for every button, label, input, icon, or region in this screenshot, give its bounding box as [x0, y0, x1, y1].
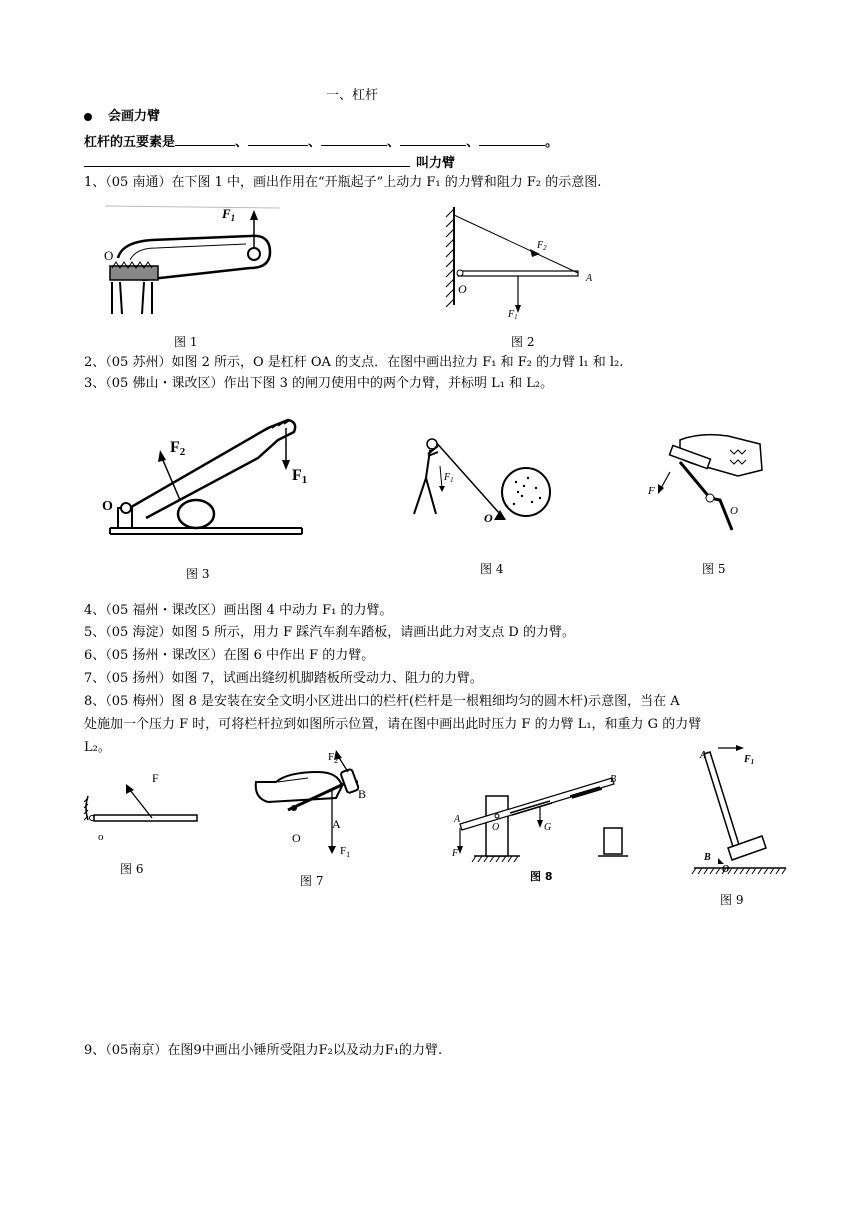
fig8-label-a: A	[454, 814, 461, 825]
question-9: 9、（05南京）在图9中画出小锤所受阻力F₂以及动力F₁的力臂.	[84, 1043, 443, 1058]
bullet-icon	[84, 113, 92, 121]
fig4-label-f1: $F_1$	[444, 472, 454, 484]
question-6: 6、（05 扬州・课改区）在图 6 中作出 F 的力臂。	[84, 648, 375, 663]
figure-5-brake-pedal	[640, 430, 770, 545]
caption-fig-9: 图 9	[720, 893, 744, 907]
caption-fig-8: 图 8	[530, 870, 553, 883]
fig7-label-f1: $F_1$	[340, 845, 351, 859]
figure-1-bottle-opener	[100, 198, 300, 318]
caption-fig-7: 图 7	[300, 874, 324, 888]
fig2-label-f2: $F_2$	[537, 240, 547, 252]
fig2-label-f1: $F_1$	[508, 309, 518, 321]
figure-8-barrier	[450, 770, 630, 866]
caption-fig-3: 图 3	[186, 567, 210, 581]
fig1-label-f1: $F_1$	[222, 206, 236, 223]
caption-fig-5: 图 5	[702, 562, 726, 576]
fig9-label-o: O	[722, 864, 730, 875]
section-heading-text: 会画力臂	[108, 109, 161, 124]
arm-def-suffix: 叫力臂	[416, 156, 456, 171]
fig9-label-b: B	[704, 852, 711, 863]
blank-2[interactable]	[248, 132, 308, 146]
question-8-line-1: 8、（05 梅州）图 8 是安装在安全文明小区进出口的栏杆(栏杆是一根粗细均匀的圆木杆)示意图，当在 A	[84, 694, 680, 709]
question-4: 4、（05 福州・课改区）画出图 4 中动力 F₁ 的力臂。	[84, 603, 393, 618]
question-2: 2、（05 苏州）如图 2 所示，O 是杠杆 OA 的支点．在图中画出拉力 F₁ 和 F₂ 的力臂 l₁ 和 l₂.	[84, 355, 624, 370]
five-elements-line: 杠杆的五要素是 、 、 、 、 。	[84, 132, 558, 151]
fig9-label-f1: $F_1$	[744, 754, 755, 766]
question-8-line-3: L₂。	[84, 740, 111, 755]
figure-2-wall-lever	[438, 205, 608, 325]
figure-6-rod	[82, 766, 207, 846]
figure-7-sewing-pedal	[248, 742, 378, 870]
page-title: 一、杠杆	[326, 88, 379, 103]
figure-9-hammer	[690, 744, 790, 884]
fig8-label-b: B	[610, 774, 617, 785]
question-3: 3、（05 佛山・课改区）作出下图 3 的闸刀使用中的两个力臂，并标明 L₁ 和 L₂。	[84, 376, 554, 391]
blank-3[interactable]	[321, 132, 387, 146]
caption-fig-4: 图 4	[480, 562, 504, 576]
blank-arm-def[interactable]	[84, 153, 410, 167]
fig7-label-b: B	[358, 787, 367, 801]
blank-4[interactable]	[400, 132, 466, 146]
fig5-label-f: F	[648, 485, 655, 497]
fig9-label-a: A	[700, 750, 707, 761]
fig3-label-f1: F1	[292, 467, 308, 486]
caption-fig-2: 图 2	[511, 335, 535, 349]
caption-fig-1: 图 1	[174, 335, 198, 349]
section-heading	[84, 109, 160, 125]
fig6-label-o: o	[98, 831, 104, 843]
blank-5[interactable]	[479, 132, 545, 146]
question-8-line-2: 处施加一个压力 F 时，可将栏杆拉到如图所示位置，请在图中画出此时压力 F 的力臂 L₁，和重力 G 的力臂	[84, 717, 702, 732]
fig7-label-f2: $F_2$	[328, 751, 339, 765]
fig3-label-f2: F2	[170, 439, 186, 458]
caption-fig-6: 图 6	[120, 862, 144, 876]
question-1: 1、（05 南通）在下图 1 中，画出作用在“开瓶起子”上动力 F₁ 的力臂和阻力 F₂ 的示意图.	[84, 175, 602, 190]
fig5-label-pivot: O	[730, 505, 738, 517]
figure-4-rolling-stone	[404, 434, 554, 534]
fig8-label-g: G	[544, 822, 552, 833]
fig1-label-o: O	[104, 248, 114, 263]
fig7-label-a: A	[332, 817, 341, 831]
five-elements-label: 杠杆的五要素是	[84, 135, 176, 150]
fig2-label-o: O	[458, 282, 467, 296]
fig6-label-f: F	[152, 771, 159, 785]
fig4-label-o: O	[484, 511, 493, 525]
fig2-label-a: A	[586, 273, 593, 284]
question-7: 7、（05 扬州）如图 7，试画出缝纫机脚踏板所受动力、阻力的力臂。	[84, 671, 483, 686]
arm-definition-line	[84, 153, 455, 172]
question-5: 5、（05 海淀）如图 5 所示，用力 F 踩汽车刹车踏板，请画出此力对支点 D 的力臂。	[84, 625, 575, 640]
fig7-label-o: O	[292, 831, 301, 845]
fig3-label-o: O	[102, 499, 113, 514]
blank-1[interactable]	[175, 132, 235, 146]
fig8-label-o: O	[492, 822, 500, 833]
fig8-label-f: F	[452, 848, 459, 859]
figure-3-knife-switch	[98, 400, 308, 548]
